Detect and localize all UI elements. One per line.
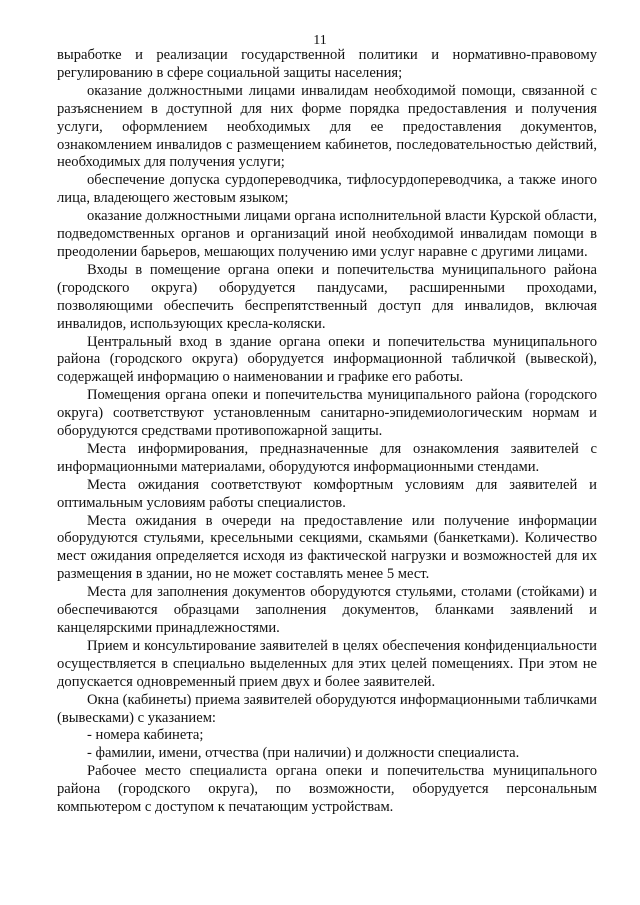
paragraph-barrier-assistance: оказание должностными лицами органа исполнительной власти Курской области, подведомственных органов и организаций иной необходимой инвалидам помощи в преодолении барьеров, мешающих получению ими услуг наравне с другими лицами. [57,208,597,260]
paragraph-continuation: выработке и реализации государственной политики и нормативно-правовому регулированию в сфере социальной защиты населения; [57,47,597,81]
paragraph-central-entrance: Центральный вход в здание органа опеки и попечительства муниципального района (городского округа) оборудуется информационной табличкой (вывеской), содержащей информацию о наименовании и графике его работы. [57,333,597,386]
paragraph-queue-waiting: Места ожидания в очереди на предоставление или получение информации оборудуются стульями, кресельными секциями, скамьями (банкетками). Количество мест ожидания определяется исходя из фактической нагрузки и возможностей для их размещения в здании, но не может составлять менее 5 мест. [57,512,597,583]
paragraph-entrances: Входы в помещение органа опеки и попечительства муниципального района (городского округа) оборудуется пандусами, расширенными проходами, позволяющими обеспечить беспрепятственный доступ для инвалидов, включая инвалидов, использующих кресла-коляски. [57,261,597,332]
paragraph-sign-interpreter: обеспечение допуска сурдопереводчика, тифлосурдопереводчика, а также иного лица, владеющего жестовым языком; [57,172,597,207]
paragraph-reception-windows: Окна (кабинеты) приема заявителей оборудуются информационными табличками (вывесками) с указанием: [57,691,597,726]
paragraph-information-places: Места информирования, предназначенные для ознакомления заявителей с информационными материалами, оборудуются информационными стендами. [57,440,597,475]
paragraph-assistance-explanation: оказание должностными лицами инвалидам необходимой помощи, связанной с разъяснением в доступной для них форме порядка предоставления и получения услуги, оформлением необходимых для ее предоставления документов, ознакомлением инвалидов с размещением кабинетов, последовательностью действий, необходимых для получения услуги; [57,82,597,171]
paragraph-workplace: Рабочее место специалиста органа опеки и попечительства муниципального района (городского округа), по возможности, оборудуется персональным компьютером с доступом к печатающим устройствам. [57,763,597,816]
list-item-room-number: - номера кабинета; [87,727,204,744]
paragraph-reception-confidentiality: Прием и консультирование заявителей в целях обеспечения конфиденциальности осуществляется в специально выделенных для этих целей помещениях. При этом не допускается одновременный прием двух и более заявителей. [57,637,597,690]
paragraph-waiting-places: Места ожидания соответствуют комфортным условиям для заявителей и оптимальным условиям работы специалистов. [57,476,597,511]
paragraph-document-filling: Места для заполнения документов оборудуются стульями, столами (стойками) и обеспечиваются образцами заполнения документов, бланками заявлений и канцелярскими принадлежностями. [57,584,597,636]
page-number: 11 [313,33,327,48]
document-body [57,47,597,817]
list-item-specialist-name: - фамилии, имени, отчества (при наличии) и должности специалиста. [87,745,520,762]
paragraph-premises-standards: Помещения органа опеки и попечительства муниципального района (городского округа) соответствуют установленным санитарно-эпидемиологическим нормам и оборудуются средствами противопожарной защиты. [57,387,597,440]
